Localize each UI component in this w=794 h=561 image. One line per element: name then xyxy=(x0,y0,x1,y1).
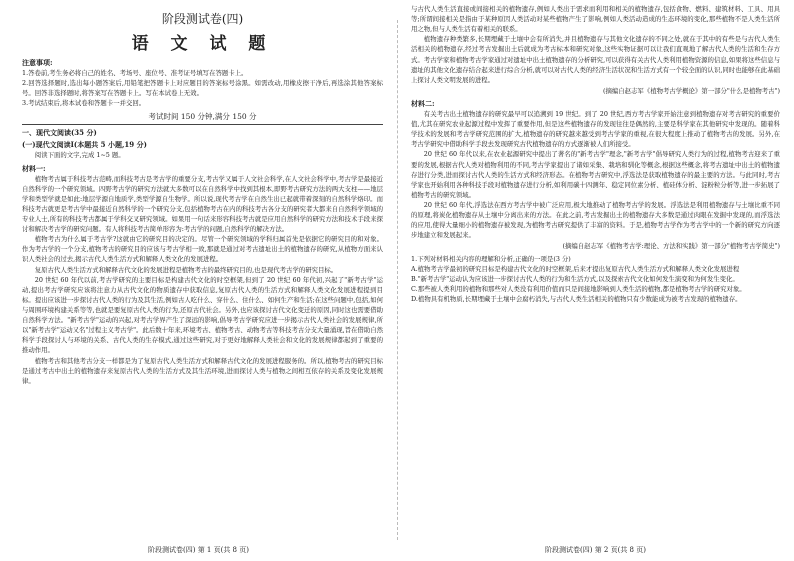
question-option: B."新考古学"运动认为应该进一步探讨古代人类的行为和生活方式,以及探索古代文化如何发生演变和为何发生变化。 xyxy=(411,274,739,283)
note-item: 3.考试结束后,将本试卷和答题卡一并交回。 xyxy=(22,99,146,108)
material-1-label: 材料一: xyxy=(22,163,46,173)
exam-subtitle: 语 文 试 题 xyxy=(131,34,274,54)
divider-line xyxy=(22,124,383,125)
page-footer-left: 阶段测试卷(四) 第 1 页(共 8 页) xyxy=(148,546,249,554)
page-footer-right: 阶段测试卷(四) 第 2 页(共 8 页) xyxy=(545,546,646,554)
material-2-label: 材料二: xyxy=(411,98,435,108)
paragraph: 植物考古和其他考古分支一样都是为了复原古代人类生活方式和解释古代文化的发展进程服务的。所以,植物考古的研究目标是通过考古中出土的植物遗存来复原古代人类的生活方式及其生活环境,进而探讨人类与植物之间相互依存的关系及变化发展规律。 xyxy=(22,356,383,385)
exam-title: 阶段测试卷(四) xyxy=(161,12,244,26)
paragraph: 与古代人类生活直接或间接相关的植物遗存,例如人类出于需求而利用和相关的植物遗存,包括食物、燃料、建筑材料、工具、用具等;所谓间接相关是指由于某种原因人类活动对某些植物产生了影响,例如人类活动造成的生态环境的变化,那些植物不是人类生活所用之物,但与人类生活有着相关的联系。 xyxy=(411,5,780,34)
paragraph: 20 世纪 60 年代以来,在农业起源研究中提出了著名的"新考古学"理念,"新考古学"倡导研究人类行为的过程,植物考古迎来了重要的发展,根据古代人类对植物利用的不同,考古学家提出了诸如采集、栽培和驯化等概念,根据这些概念,将考古遗址中出土的植物遗存进行分类,进而探讨古代人类的生活方式和经济形态。在植物考古研究中,浮选法是获取植物遗存的最主要的方法。与此同时,考古学家也开始利用各种科技手段对植物遗存进行分析,如利用碳十四测年、稳定同位素分析、植硅体分析、淀粉粒分析等,进一步拓展了植物考古的研究领域。 xyxy=(411,150,780,199)
note-item: 1.答卷前,考生务必将自己的姓名、考场号、座位号、准考证号填写在答题卡上。 xyxy=(22,69,248,77)
question-option: D.植物具有机物质,长期埋藏于土壤中会腐朽消失,与古代人类生活相关的植物只有少数能成为被考古发现的植物遗存。 xyxy=(411,294,742,303)
paragraph: 植物考古属于科技考古范畴,而科技考古是考古学的重要分支,考古学又属于人文社会科学,在人文社会科学中,考古学是最接近自然科学的一个研究领域。四野考古学的研究方法就大多数可以在自然科学中找到其根本,即野考古研究方法的两大支柱——地层学和类型学就是如此:地层学源自地质学,类型学源自生物学。所以说,现代考古学在自然生出已起就带着深刻的自然科学烙印。而科技考古就更是考古学中最接近自然科学的一个研究分支,包括植物考古在内的科技考古各分支的研究者大都来自自然科学领域的专业人士,所有的科技考古都属于学科交叉研究领域。如果用一句话来形容科技考古就是应用自然科学的研究方法和技术手段来探讨和解决考古学的研究问题。有人将科技考古简单形容为:考古学的问题,自然科学的解决方法。 xyxy=(22,174,383,234)
exam-time: 考试时间 150 分钟,满分 150 分 xyxy=(148,112,257,122)
page-right xyxy=(397,0,794,561)
note-item: 2.回答选择题时,选出每小题答案后,用铅笔把答题卡上对应题目的答案标号涂黑。如需改动,用橡皮擦干净后,再选涂其他答案标号。回答非选择题时,将答案写在答题卡上。写在本试卷上无效。 xyxy=(22,79,383,98)
subsection-title: (一)现代文阅读Ⅰ(本题共 5 小题,19 分) xyxy=(22,140,147,150)
section-title: 一、现代文阅读(35 分) xyxy=(22,128,97,138)
instruction: 阅读下面的文字,完成 1~5 题。 xyxy=(34,151,125,160)
paragraph: 复原古代人类生活方式和解释古代文化的发展进程是植物考古的最终研究目的,也是现代考古学的研究目标。 xyxy=(34,265,338,274)
question-option: C.那些被人类利用的植物和那些对人类没有利用价值而只是间接地影响到人类生活的植物,都是植物考古学的研究对象。 xyxy=(411,284,746,293)
paragraph: 20 世纪 60 年代,浮选法在西方考古学中被广泛应用,极大地推动了植物考古学的发展。浮选法是利用植物遗存与土壤比重不同的原理,将炭化植物遗存从土壤中分离出来的方法。在此之前,考古发掘出土的植物遗存大多数是通过肉眼在发掘中发现的,而浮选法的应用,使得大量细小的植物遗存被发现,为植物考古研究提供了丰富的资料。于是,植物考古学作为考古学中的一个新的研究方向逐步地建立和发展起来。 xyxy=(411,200,780,240)
notes-heading: 注意事项: xyxy=(22,58,53,67)
paragraph: 植物遗存种类繁多,长期埋藏于土壤中会有所消失,并且植物遗存与其他文化遗存的不同之处,就在于其中的有些是与古代人类生活相关的植物遗存,经过考古发掘出土后就成为考古标本和研究对象,这些实物证据可以让我们直观地了解古代人类的生活和生存方式。考古学家和植物考古学家通过对遗址中出土植物遗存的分析研究,可以获得有关古代人类利用植物资源的信息,如果将这些信息与遗址的其他文化遗存结合起来进行综合分析,就可以对古代人类的经济生活状况和生活方式有一个较全面的认识,同时也能够在此基础上探讨人类文明发展的进程。 xyxy=(411,35,780,84)
question-stem: 1.下列对材料相关内容的理解和分析,正确的一项是(3 分) xyxy=(411,254,571,263)
source-citation: (摘编自赵志军《植物考古学:理论、方法和实践》第一部分"植物考古学简史") xyxy=(562,242,780,251)
paragraph: 有关考古出土植物遗存的研究最早可以追溯到 19 世纪。到了 20 世纪,西方考古学家开始注意到植物遗存对考古研究的重要价值,尤其在研究农业起源过程中发挥了重要作用,但是这些植物遗存的发现往往是偶然的,主要是科学家在其他研究中发现的。随着科学技术的发展和考古学研究范围的扩大,植物遗存的研究越来越受到考古学家的重视,在很大程度上推动了植物考古的发展。另外,在考古学研究中借助科学手段去发现研究古代植物遗存的方式逐渐被人们所接受。 xyxy=(411,109,780,149)
paragraph: 20 世纪 60 年代以前,考古学研究的主要目标是构建古代文化的时空框架,但到了 20 世纪 60 年代初,兴起了"新考古学"运动,提出考古学研究应该将注意力从古代文化的物质遗存中获取信息,复原古代人类的生活方式和解释人类文化发展进程提到目标。提出应该进一步探讨古代人类的行为及其生活,例如古人吃什么、穿什么、住什么、如何生产和生活;在这些问题中,包括,如何与周围环境构建关系等等,也就是要复原古代人类的行为,还原古代社会。另外,也应该探讨古代文化变迁的原因,同时这也需要借助自然科学方法。"新考古学"运动的兴起,对考古学界产生了深远的影响,倡导考古学研究应进一步揭示古代人类社会的发展规律,所以"新考古学"运动又名"过程主义考古学"。此后数十年来,环境考古、植物考古、动物考古等科技考古分支大量涌现,旨在借助自然科学手段探讨人与环境的关系、古代人类的生存模式,通过这些研究,对于更好地解释人类社会和文化的发展规律都起到了重要的推动作用。 xyxy=(22,275,383,355)
question-option: A.植物考古学最初的研究目标是构建古代文化的时空框架,后来才提出复原古代人类生活方式和解释人类文化发展进程 xyxy=(411,264,740,273)
paragraph: 植物考古为什么属于考古学?这就由它的研究目的决定的。尽管一个研究领域的学科归属首先是依据它的研究目的和对象。作为考古学的一个分支,植物考古的研究目的应该与考古学相一致,那就是通过对考古遗址出土的植物遗存的研究,从植物方面来认识人类社会的过去,揭示古代人类生活方式和解释人类文化的发展进程。 xyxy=(22,235,383,264)
source-citation: (摘编自赵志军《植物考古学概论》第一部分"什么是植物考古") xyxy=(602,86,780,95)
